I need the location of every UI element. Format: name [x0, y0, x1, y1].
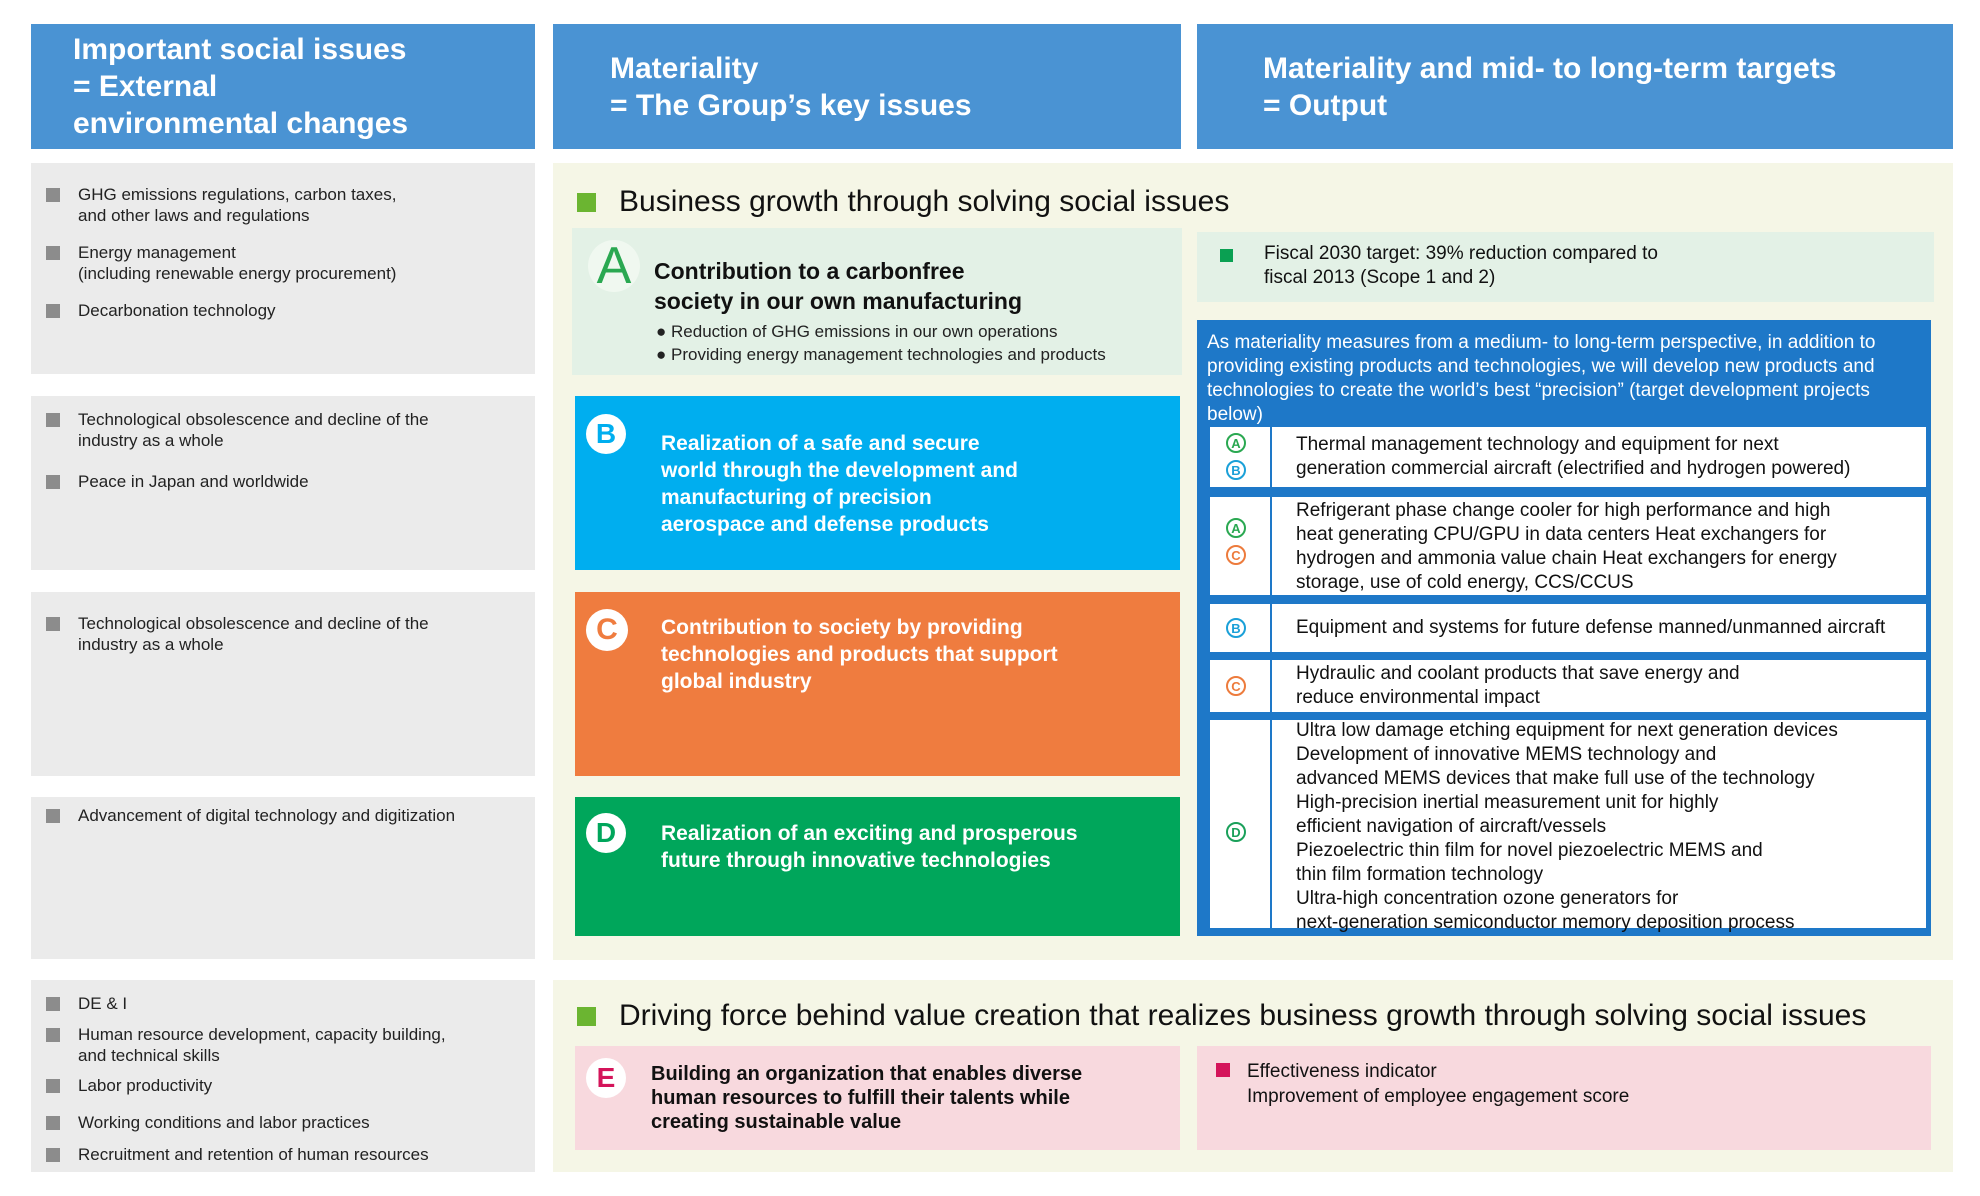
card-title-line: manufacturing of precision: [661, 486, 932, 509]
issue-text: Advancement of digital technology and digitization: [78, 806, 456, 825]
effectiveness-text: [1247, 1059, 1629, 1109]
issue-text: industry as a whole: [78, 635, 224, 654]
section-title-text: Driving force behind value creation that realizes business growth through solving social issues: [619, 999, 1867, 1032]
bullet-square-icon: [46, 188, 60, 202]
letter-c-icon: C: [586, 609, 628, 651]
bullet-square-icon: [46, 809, 60, 823]
card-d: [575, 797, 1180, 936]
card-title-line: global industry: [661, 670, 812, 693]
bullet-square-icon: [46, 475, 60, 489]
letter-d-icon: D: [586, 813, 626, 853]
card-title-line: future through innovative technologies: [661, 849, 1051, 872]
header-line: Important social issues: [73, 33, 407, 66]
section-title-driving-force: [577, 998, 1866, 1034]
card-title-line: Realization of a safe and secure: [661, 432, 980, 455]
issue-item: [46, 471, 309, 492]
issue-item: [46, 993, 127, 1014]
project-line: Ultra-high concentration ozone generators for: [1296, 888, 1679, 909]
project-line: hydrogen and ammonia value chain Heat exchangers for energy: [1296, 548, 1837, 569]
issue-text: Recruitment and retention of human resources: [78, 1145, 429, 1164]
project-line: generation commercial aircraft (electrified and hydrogen powered): [1296, 458, 1851, 479]
card-title-line: Contribution to a carbonfree: [654, 258, 965, 284]
bullet-square-icon: [46, 617, 60, 631]
row-divider: [1270, 720, 1272, 928]
bullet-square-icon: [46, 246, 60, 260]
issue-item: [46, 242, 396, 284]
project-line: Hydraulic and coolant products that save energy and: [1296, 663, 1740, 684]
project-row: [1210, 427, 1926, 487]
row-divider: [1270, 497, 1272, 595]
issue-text: Labor productivity: [78, 1076, 213, 1095]
project-text: [1296, 499, 1837, 595]
bullet-square-icon: [46, 1148, 60, 1162]
project-row: [1210, 497, 1926, 595]
bullet-dot-icon: ●: [656, 345, 667, 364]
issue-item: [46, 184, 396, 226]
card-title-line: creating sustainable value: [651, 1111, 902, 1133]
projects-intro-line: below): [1207, 404, 1263, 425]
issue-item: [46, 1075, 212, 1096]
card-title-line: aerospace and defense products: [661, 513, 989, 536]
header-materiality: [553, 24, 1181, 149]
bullet-square-icon: [46, 1028, 60, 1042]
card-a-bullet-text: Reduction of GHG emissions in our own operations: [671, 322, 1058, 341]
issue-text: Human resource development, capacity building,: [78, 1025, 446, 1044]
section-title-business-growth: [577, 184, 1229, 220]
projects-intro-line: As materiality measures from a medium- to long-term perspective, in addition to: [1207, 332, 1876, 353]
card-e-title: [651, 1062, 1082, 1134]
projects-intro-line: technologies to create the world’s best “precision” (target development projects: [1207, 380, 1870, 401]
card-title-line: Contribution to society by providing: [661, 616, 1023, 639]
letter-b-icon: B: [586, 414, 626, 454]
bullet-square-icon: [46, 413, 60, 427]
card-title-line: human resources to fulfill their talents while: [651, 1087, 1070, 1109]
card-title-line: technologies and products that support: [661, 643, 1058, 666]
project-line: next-generation semiconductor memory deposition process: [1296, 912, 1795, 933]
project-line: efficient navigation of aircraft/vessels: [1296, 816, 1607, 837]
letter-e-icon: E: [586, 1058, 626, 1098]
issue-text: Technological obsolescence and decline of the: [78, 614, 429, 633]
issue-text: and technical skills: [78, 1046, 220, 1065]
marker-d-icon: D: [1226, 822, 1246, 842]
issue-text: and other laws and regulations: [78, 206, 310, 225]
marker-a-icon: A: [1226, 518, 1246, 538]
project-text: [1296, 433, 1850, 481]
header-line: = Output: [1263, 88, 1388, 122]
row-divider: [1270, 427, 1272, 487]
issue-text: (including renewable energy procurement): [78, 264, 397, 283]
card-a-bullet-text: Providing energy management technologies and products: [671, 345, 1106, 364]
bullet-square-icon: [46, 1116, 60, 1130]
issue-item: [46, 1112, 370, 1133]
green-square-icon: [577, 1007, 596, 1026]
marker-b-icon: B: [1226, 618, 1246, 638]
issue-text: DE & I: [78, 994, 128, 1013]
card-a-bullet: [656, 343, 1106, 366]
issue-text: Working conditions and labor practices: [78, 1113, 370, 1132]
issue-text: Energy management: [78, 243, 236, 262]
header-line: Materiality and mid- to long-term targets: [1263, 51, 1837, 85]
issue-text: industry as a whole: [78, 431, 224, 450]
header-line: = The Group’s key issues: [610, 88, 972, 122]
project-line: High-precision inertial measurement unit for highly: [1296, 792, 1719, 813]
fiscal-target-text: [1264, 242, 1658, 290]
card-title-line: society in our own manufacturing: [654, 288, 1023, 314]
issue-item: [46, 1144, 429, 1165]
header-targets: [1197, 24, 1953, 149]
issue-item: [46, 613, 429, 655]
marker-a-icon: A: [1226, 433, 1246, 453]
issue-item: [46, 805, 455, 826]
card-a-bullets: [656, 320, 1106, 366]
project-line: Development of innovative MEMS technology and: [1296, 744, 1717, 765]
card-a-title: [654, 256, 1022, 316]
card-title-line: Building an organization that enables diverse: [651, 1063, 1083, 1085]
card-c: [575, 592, 1180, 776]
header-line: Materiality: [610, 51, 759, 85]
marker-b-icon: B: [1226, 460, 1246, 480]
bullet-square-icon: [46, 1079, 60, 1093]
effectiveness-value: Improvement of employee engagement score: [1247, 1086, 1630, 1107]
green-square-icon: [1220, 249, 1233, 262]
bullet-square-icon: [46, 304, 60, 318]
issue-text: Technological obsolescence and decline of the: [78, 410, 429, 429]
project-line: reduce environmental impact: [1296, 687, 1540, 708]
issue-item: [46, 409, 429, 451]
project-text: [1296, 616, 1885, 640]
project-row: [1210, 660, 1926, 712]
card-b: [575, 396, 1180, 570]
card-title-line: Realization of an exciting and prosperous: [661, 822, 1078, 845]
letter-a-icon: A: [588, 240, 640, 292]
issue-text: Peace in Japan and worldwide: [78, 472, 309, 491]
project-line: advanced MEMS devices that make full use of the technology: [1296, 768, 1815, 789]
project-line: storage, use of cold energy, CCS/CCUS: [1296, 572, 1634, 593]
marker-c-icon: C: [1226, 676, 1246, 696]
project-line: Ultra low damage etching equipment for next generation devices: [1296, 720, 1838, 741]
green-square-icon: [577, 193, 596, 212]
effectiveness-label: Effectiveness indicator: [1247, 1061, 1437, 1082]
pink-square-icon: [1216, 1063, 1230, 1077]
fiscal-target-line: fiscal 2013 (Scope 1 and 2): [1264, 267, 1496, 288]
card-title-line: world through the development and: [661, 459, 1018, 482]
project-line: Refrigerant phase change cooler for high performance and high: [1296, 500, 1831, 521]
issue-item: [46, 300, 276, 321]
header-line: environmental changes: [73, 107, 409, 140]
bullet-square-icon: [46, 997, 60, 1011]
project-row: [1210, 720, 1926, 933]
header-line: = External: [73, 70, 218, 103]
project-row: [1210, 604, 1926, 652]
issue-item: [46, 1024, 446, 1066]
projects-intro-line: providing existing products and technologies, we will develop new products and: [1207, 356, 1875, 377]
bullet-dot-icon: ●: [656, 322, 667, 341]
card-a-bullet: [656, 320, 1106, 343]
fiscal-target-line: Fiscal 2030 target: 39% reduction compared to: [1264, 243, 1658, 264]
row-divider: [1270, 604, 1272, 652]
project-line: heat generating CPU/GPU in data centers Heat exchangers for: [1296, 524, 1827, 545]
project-line: Equipment and systems for future defense manned/unmanned aircraft: [1296, 617, 1886, 638]
header-social-issues: [31, 24, 535, 149]
issue-text: Decarbonation technology: [78, 301, 276, 320]
issue-text: GHG emissions regulations, carbon taxes,: [78, 185, 397, 204]
project-line: Piezoelectric thin film for novel piezoelectric MEMS and: [1296, 840, 1763, 861]
projects-intro: [1207, 331, 1875, 427]
project-text: [1296, 662, 1740, 710]
project-line: thin film formation technology: [1296, 864, 1544, 885]
row-divider: [1270, 660, 1272, 712]
marker-c-icon: C: [1226, 545, 1246, 565]
project-line: Thermal management technology and equipment for next: [1296, 434, 1779, 455]
project-text: [1296, 719, 1838, 935]
section-title-text: Business growth through solving social issues: [619, 185, 1230, 218]
